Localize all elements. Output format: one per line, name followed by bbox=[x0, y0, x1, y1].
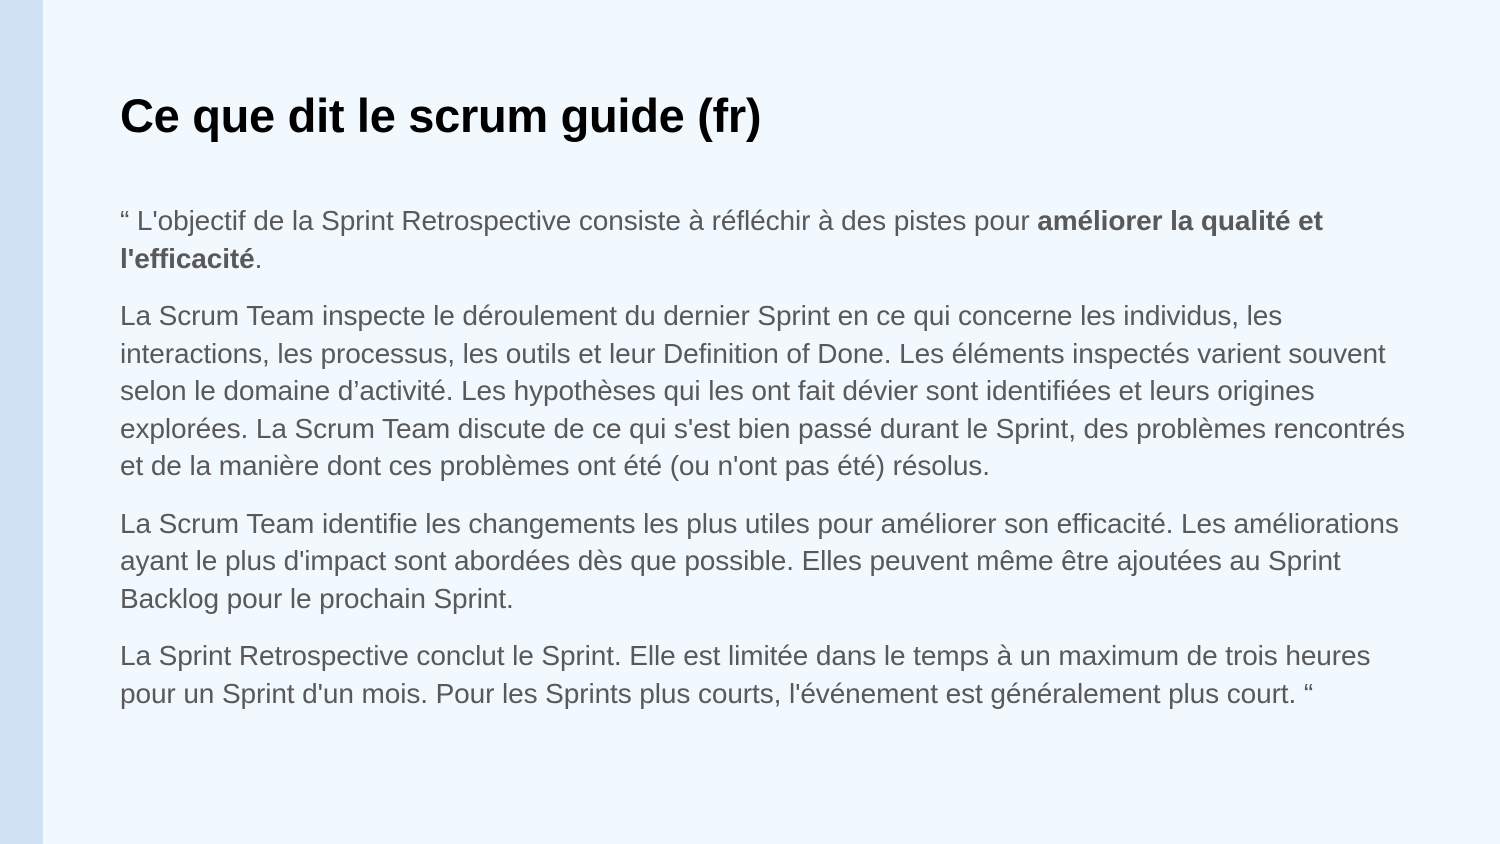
left-accent-band bbox=[0, 0, 43, 844]
objective-lead-text: “ L'objectif de la Sprint Retrospective consiste à réfléchir à des pistes pour bbox=[120, 205, 1038, 236]
objective-emphasis-text: améliorer la qualité et l'efficacité bbox=[120, 205, 1323, 274]
slide-body bbox=[120, 202, 1430, 732]
quote-paragraph-inspection: La Scrum Team inspecte le déroulement du dernier Sprint en ce qui concerne les individus, les interactions, les processus, les outils et leur Definition of Done. Les éléments inspectés varient souvent selon le domaine d’activité. Les hypothèses qui les ont fait dévier sont identifiées et leurs origines explorées. La Scrum Team discute de ce qui s'est bien passé durant le Sprint, des problèmes rencontrés et de la manière dont ces problèmes ont été (ou n'ont pas été) résolus. bbox=[120, 300, 1405, 481]
quote-paragraph-objective bbox=[120, 202, 1430, 277]
quote-paragraph-conclusion: La Sprint Retrospective conclut le Sprint. Elle est limitée dans le temps à un maximum de trois heures pour un Sprint d'un mois. Pour les Sprints plus courts, l'événement est généralement plus court. “ bbox=[120, 640, 1371, 709]
objective-tail-text: . bbox=[254, 242, 263, 274]
quote-paragraph-improvements: La Scrum Team identifie les changements les plus utiles pour améliorer son efficacité. Les améliorations ayant le plus d'impact sont abordées dès que possible. Elles peuvent même être ajoutées au Sprint Backlog pour le prochain Sprint. bbox=[120, 507, 1399, 614]
slide-title: Ce que dit le scrum guide (fr) bbox=[120, 89, 762, 142]
